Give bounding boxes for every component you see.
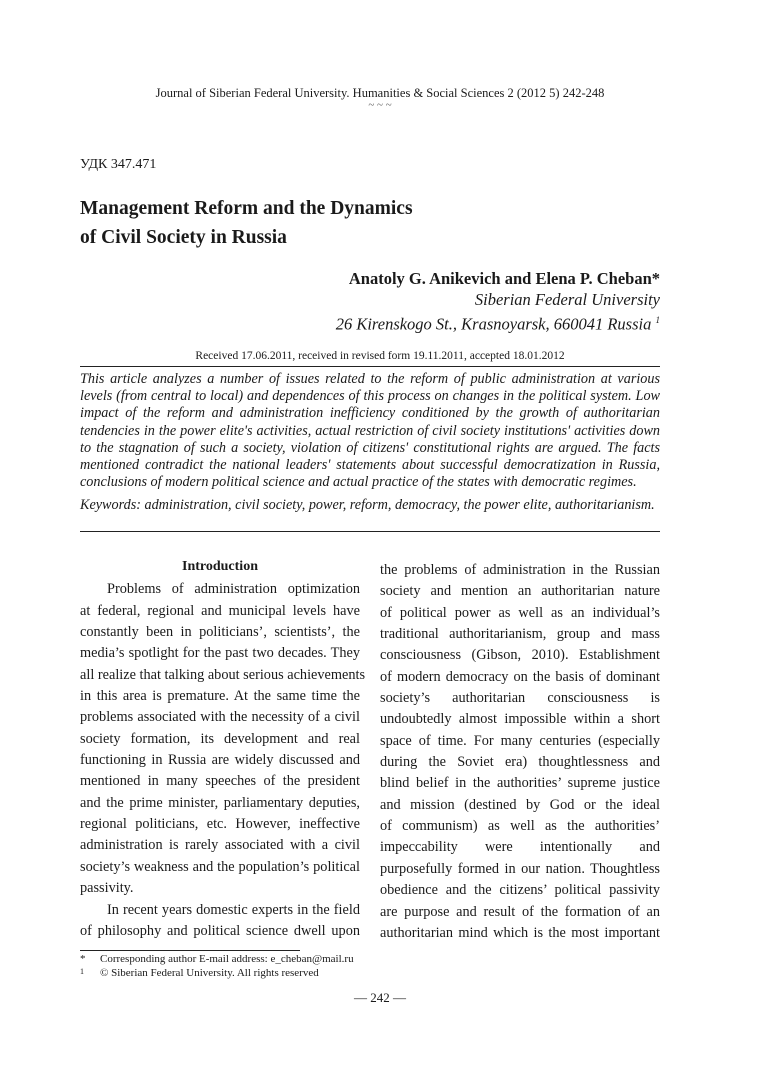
udk-code: УДК 347.471 [80,157,157,172]
body-text-line: of modern democracy on the basis of dominant [380,668,660,685]
body-text-line: media’s spotlight for the past two decades. They [80,645,360,662]
body-text-line: In recent years domestic experts in the field [107,901,360,918]
journal-header: Journal of Siberian Federal University. Humanities & Social Sciences 2 (2012 5) 242-248 [155,86,605,100]
abstract-bottom-rule [80,531,660,532]
body-text-line: purposefully formed in our nation. Thoughtless [380,860,660,877]
page-number: — 242 — [354,990,406,1005]
body-text-line: society’s weakness and the population’s political [80,858,360,875]
body-text-line: society’s authoritarian consciousness is [380,690,660,707]
body-text-line: society formation, its development and real [80,730,360,747]
footnote-text: Corresponding author E-mail address: e_cheban@mail.ru [100,953,354,965]
body-text-line: space of time. For many centuries (especially [380,732,660,749]
body-text-line: and mission (destined by God or the ideal [380,796,660,813]
body-text-line: of philosophy and political science dwell upon [80,922,360,939]
affiliation: Siberian Federal University [474,290,660,309]
body-text-line: problems associated with the necessity of a civil [80,709,360,726]
body-text-line: all realize that talking about serious achievements [80,666,366,683]
author-names: Anatoly G. Anikevich and Elena P. Cheban* [348,269,660,288]
body-column-right [380,560,660,944]
address [336,310,660,335]
body-text-line: passivity. [80,880,134,897]
abstract: This article analyzes a number of issues related to the reform of public administration at various levels (from central to local) and dependences of this process on changes in the political system. Low impact of the reform and administration inefficiency conditioned by the growth of authoritarian tendencies in the power elite's activities, actual restriction of civil society institutions' activities down to the stagnation of such a society, violation of citizens' constitutional rights are argued. The facts mentioned contradict the national leaders' statements about successful democratization in Russia, conclusions of modern political science and actual practice of the states with democratic regimes. [80,371,660,491]
body-text-line: in this area is premature. At the same time the [80,688,360,705]
body-text-line: constantly been in politicians’, scientists’, the [80,624,360,641]
body-text-line: of political power as well as an individual’s [380,604,660,621]
body-text-line: administration is rarely associated with a civil [80,837,360,854]
body-text-line: at federal, regional and municipal levels have [80,602,360,619]
author-block [336,268,660,335]
body-text-line: mentioned in many speeches of the president [80,773,360,790]
body-text-line: Problems of administration optimization [107,581,360,598]
body-text-line: the problems of administration in the Russian [380,562,660,578]
footnote-rule [80,950,300,951]
body-text-line: and the prime minister, parliamentary deputies, [80,794,360,811]
address-footnote-mark: 1 [655,315,660,325]
body-text-line: of communism) as well as the authorities’ [380,818,660,835]
body-text-line: traditional authoritarianism, group and mass [380,626,660,643]
footnote-mark: 1 [80,967,84,976]
footnote [80,953,354,965]
keywords: Keywords: administration, civil society, power, reform, democracy, the power elite, authoritarianism. [80,497,655,513]
body-text-line: society and mention an authoritarian nature [380,583,660,600]
article-title [80,194,413,252]
body-text-line: are purpose and result of the formation of an [380,903,660,920]
body-column-left [80,556,366,942]
body-text-line: regional politicians, etc. However, ineffective [80,816,360,833]
body-text-line: blind belief in the authorities’ supreme justice [380,775,660,792]
body-text-line: consciousness (Gibson, 2010). Establishment [380,647,660,664]
body-text-line: authoritarian mind which is the most important [380,924,660,941]
footnote-text: © Siberian Federal University. All rights reserved [100,967,319,979]
body-text-line: during the Soviet era) thoughtlessness and [380,754,660,771]
footnote [80,967,319,979]
body-text-line: impeccability were intentionally and [380,839,660,856]
received-dates: Received 17.06.2011, received in revised form 19.11.2011, accepted 18.01.2012 [195,350,565,362]
body-text-line: undoubtedly almost impossible within a short [380,711,660,728]
body-text-line: functioning in Russia are widely discussed and [80,752,360,769]
header-separator: ~ ~ ~ [368,99,392,111]
body-text-line: obedience and the citizens’ political passivity [380,882,660,899]
title-line-1: Management Reform and the Dynamics [80,198,413,219]
footnote-mark: * [80,953,86,965]
abstract-top-rule [80,366,660,367]
title-line-2: of Civil Society in Russia [80,227,287,248]
section-heading: Introduction [182,559,258,574]
address-text: 26 Kirenskogo St., Krasnoyarsk, 660041 Russia [335,314,652,334]
